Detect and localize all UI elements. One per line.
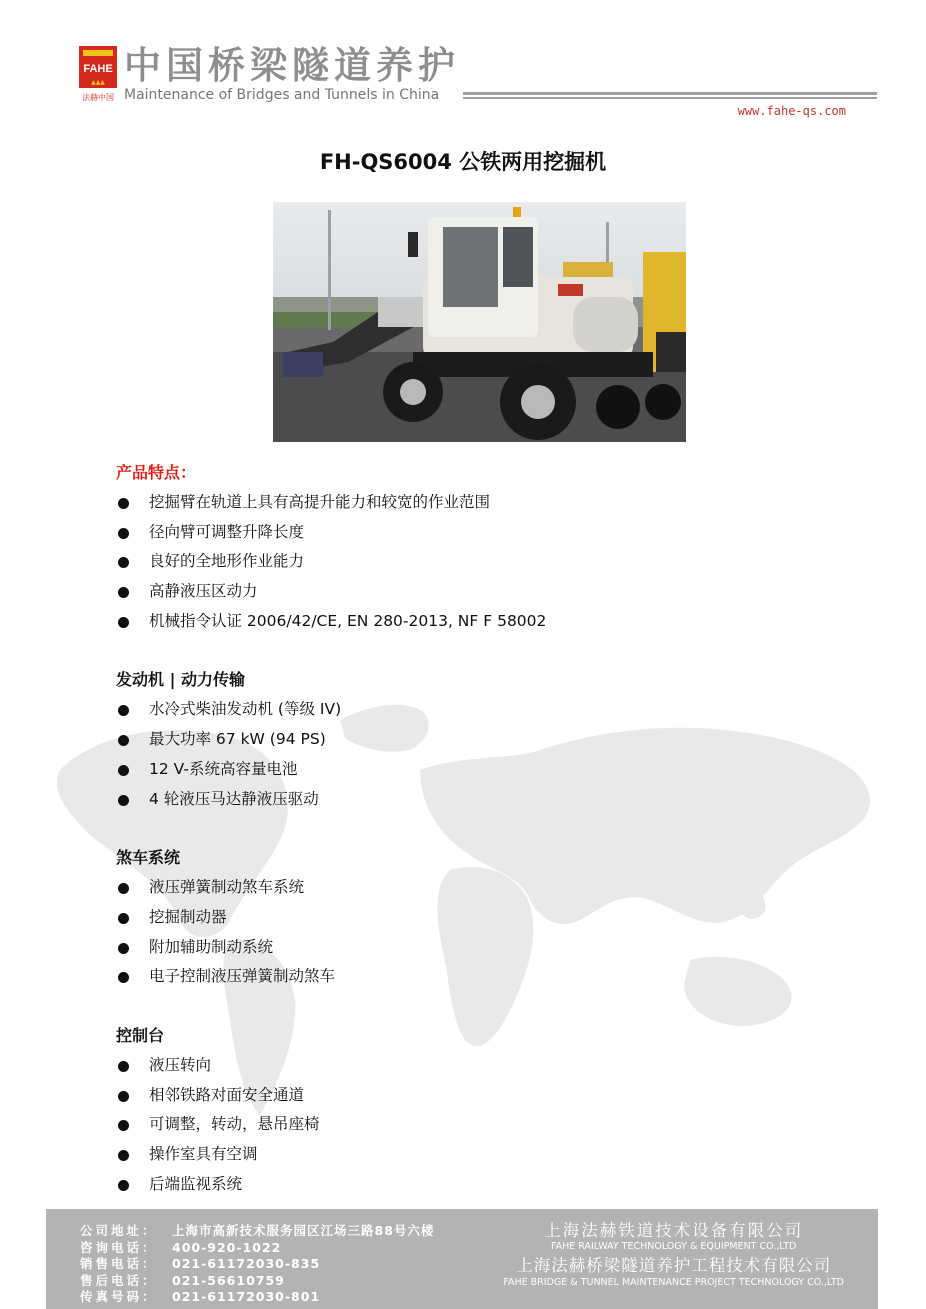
bullet-icon: [118, 883, 129, 894]
list-item: 液压弹簧制动煞车系统: [116, 873, 816, 903]
bullet-icon: [118, 617, 129, 628]
website-link[interactable]: www.fahe-qs.com: [737, 104, 846, 118]
bullet-icon: [118, 972, 129, 983]
list-item: 挖掘制动器: [116, 903, 816, 933]
company-names: [503, 1221, 844, 1288]
bullet-icon: [118, 765, 129, 776]
company-name-2: 上海法赫桥梁隧道养护工程技术有限公司: [516, 1256, 832, 1275]
fax-row: 传真号码： 021-61172030-801: [80, 1289, 321, 1304]
contact-info: [80, 1223, 434, 1306]
list-item: 4 轮液压马达静液压驱动: [116, 785, 816, 815]
list-item: 液压转向: [116, 1051, 816, 1081]
list-item: 水冷式柴油发动机 (等级 IV): [116, 695, 816, 725]
section-features: [116, 458, 816, 636]
bullet-icon: [118, 943, 129, 954]
bullet-icon: [118, 1120, 129, 1131]
brand-title-en: Maintenance of Bridges and Tunnels in China: [124, 87, 440, 103]
list-item: 可调整，转动，悬吊座椅: [116, 1110, 816, 1140]
section-engine: [116, 665, 816, 814]
bullet-icon: [118, 1061, 129, 1072]
list-item: 电子控制液压弹簧制动煞车: [116, 962, 816, 992]
section-title: 煞车系统: [116, 848, 181, 868]
bullet-icon: [118, 528, 129, 539]
bullet-icon: [118, 1091, 129, 1102]
company-name-2-en: FAHE BRIDGE & TUNNEL MAINTENANCE PROJECT TECHNOLOGY CO.,LTD: [503, 1277, 844, 1288]
section-title: 控制台: [116, 1025, 165, 1045]
list-item: 最大功率 67 kW (94 PS): [116, 725, 816, 755]
document-title: FH-QS6004 公铁两用挖掘机: [319, 150, 607, 174]
address-row: 公司地址： 上海市高新技术服务园区江场三路88号六楼: [80, 1223, 435, 1238]
company-name-1: 上海法赫铁道技术设备有限公司: [544, 1221, 804, 1240]
section-title: 产品特点：: [116, 463, 197, 482]
svg-text:法赫中国: 法赫中国: [82, 93, 114, 102]
bullet-icon: [118, 913, 129, 924]
list-item: 机械指令认证 2006/42/CE, EN 280-2013, NF F 58002: [116, 607, 816, 637]
bullet-icon: [118, 795, 129, 806]
list-item: 高静液压区动力: [116, 577, 816, 607]
header-rule-thin: [463, 97, 877, 99]
section-title: 发动机 | 动力传输: [116, 670, 245, 690]
excavator-photo: [273, 202, 686, 442]
fahe-logo: [77, 42, 119, 106]
list-item: 挖掘臂在轨道上具有高提升能力和较宽的作业范围: [116, 488, 816, 518]
brand-title-cn: 中国桥梁隧道养护: [124, 44, 460, 87]
bullet-icon: [118, 557, 129, 568]
section-brakes: [116, 843, 816, 992]
bullet-icon: [118, 1150, 129, 1161]
sales-phone-row: 销售电话： 021-61172030-835: [80, 1256, 321, 1271]
list-item: 操作室具有空调: [116, 1140, 816, 1170]
bullet-icon: [118, 735, 129, 746]
list-item: 良好的全地形作业能力: [116, 547, 816, 577]
consult-phone-row: 咨询电话： 400-920-1022: [80, 1239, 282, 1255]
list-item: 附加辅助制动系统: [116, 933, 816, 963]
bullet-icon: [118, 498, 129, 509]
list-item: 相邻铁路对面安全通道: [116, 1081, 816, 1111]
aftersales-phone-row: 售后电话： 021-56610759: [80, 1272, 285, 1288]
header-rule: [463, 92, 877, 95]
company-name-1-en: FAHE RAILWAY TECHNOLOGY & EQUIPMENT CO.,LTD: [551, 1241, 797, 1252]
list-item: 12 V-系统高容量电池: [116, 755, 816, 785]
bullet-icon: [118, 705, 129, 716]
contact-footer: [46, 1209, 878, 1309]
spec-sections: [116, 458, 816, 1199]
list-item: 径向臂可调整升降长度: [116, 518, 816, 548]
svg-text:FAHE: FAHE: [83, 63, 113, 75]
bullet-icon: [118, 1180, 129, 1191]
list-item: 后端监视系统: [116, 1170, 816, 1200]
section-console: [116, 1021, 816, 1199]
svg-text:▲▲▲: ▲▲▲: [91, 79, 105, 86]
bullet-icon: [118, 587, 129, 598]
